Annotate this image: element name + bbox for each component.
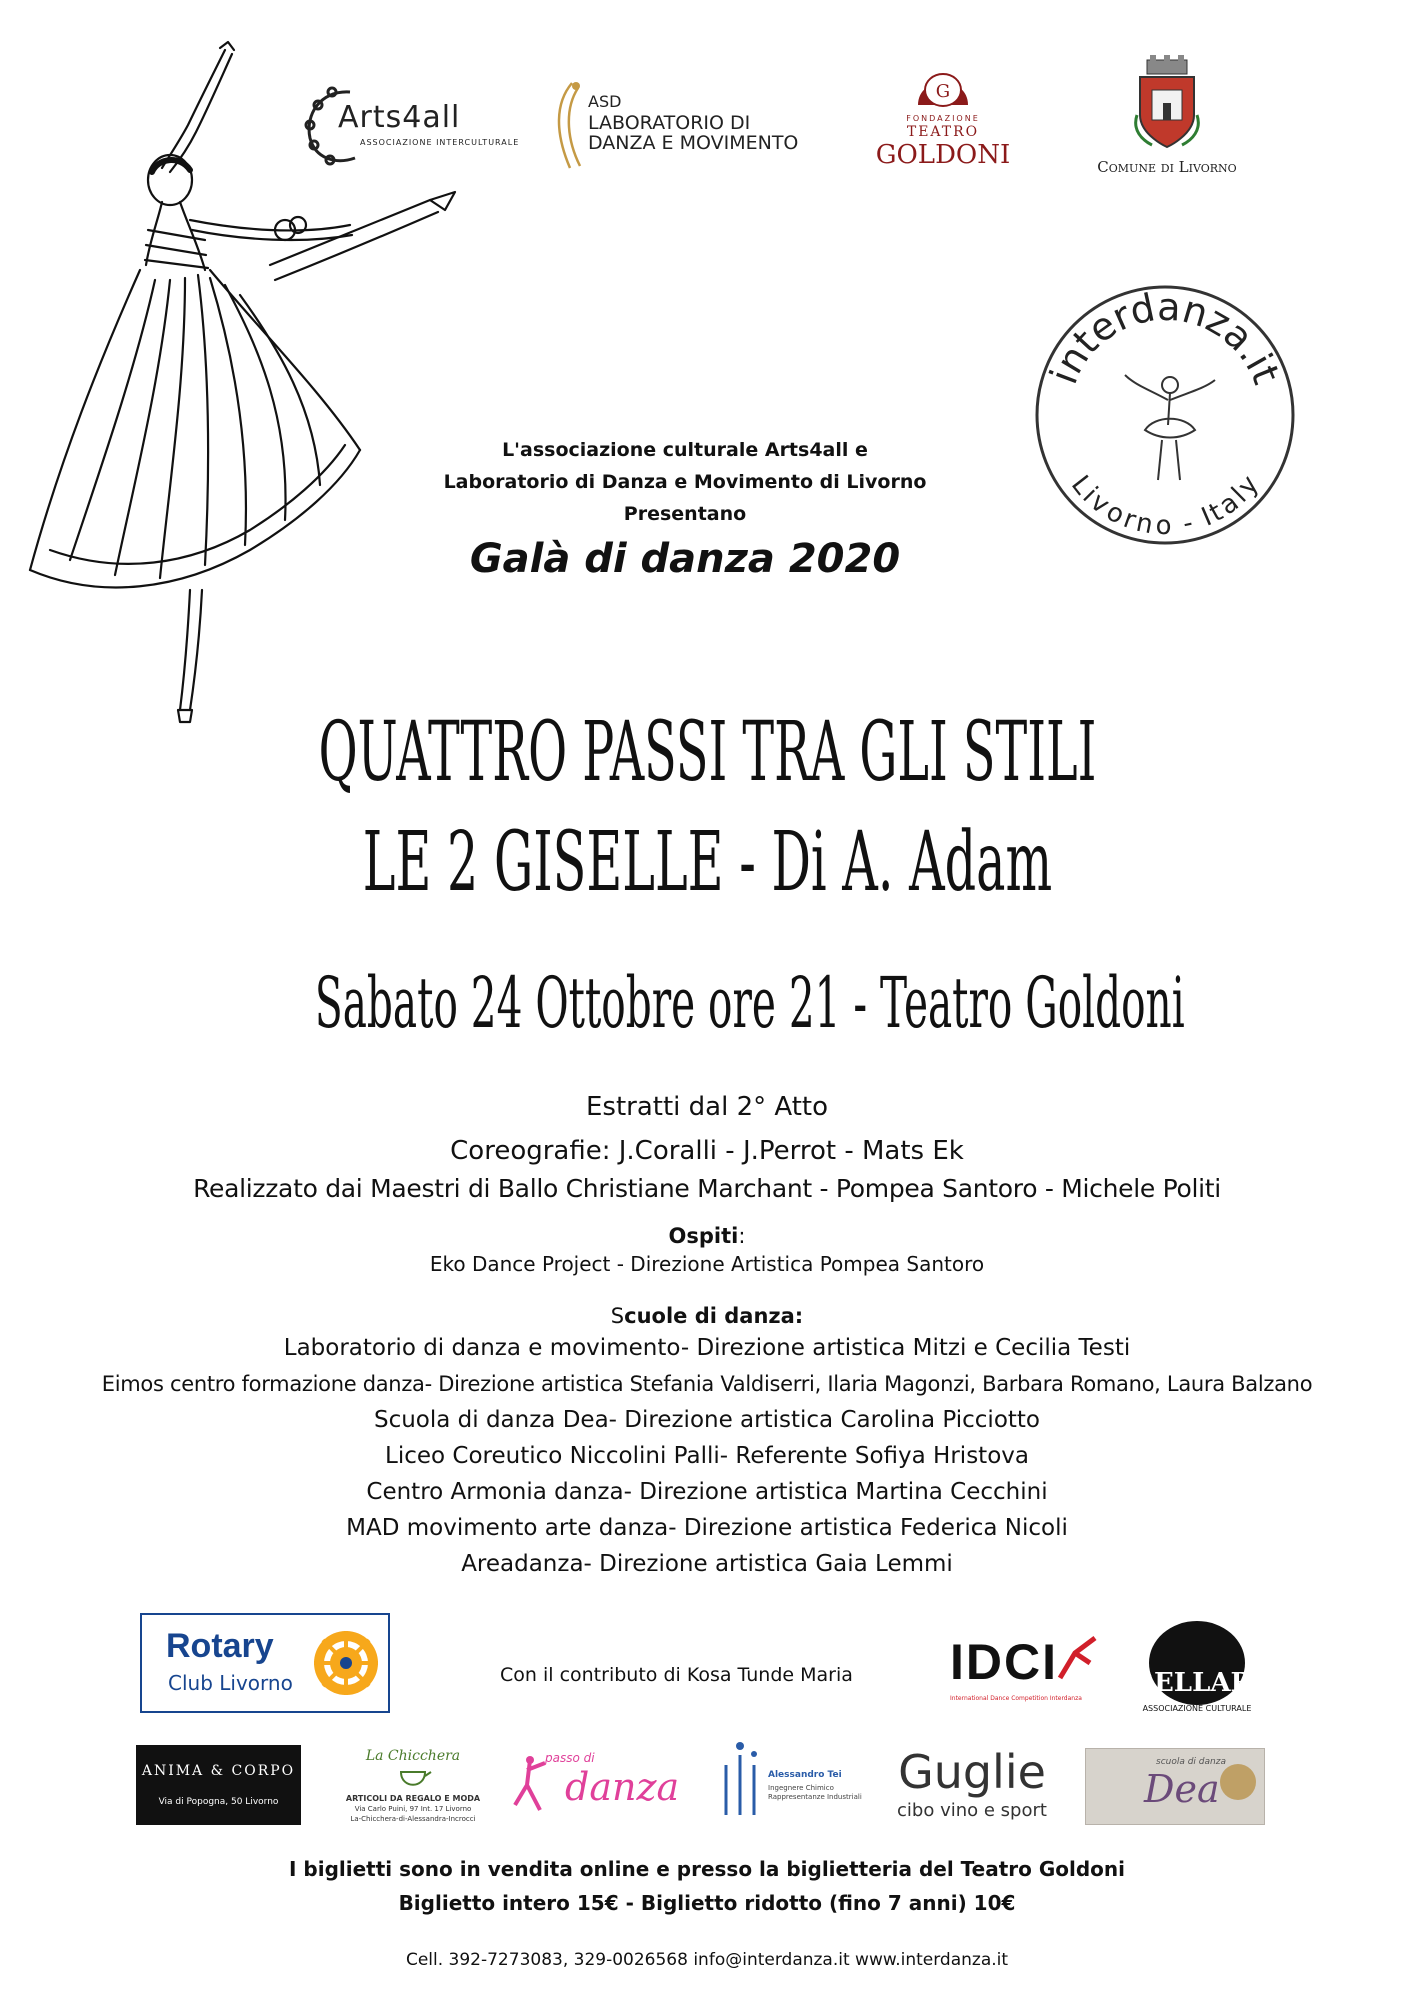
livorno-coat-of-arms-icon: [1132, 55, 1202, 150]
comune-label: Comune di Livorno: [1097, 158, 1237, 176]
gala-title: Galà di danza 2020: [469, 536, 901, 582]
dancer-swirl-icon: [550, 78, 590, 173]
laboratorio-line3: DANZA E MOVIMENTO: [588, 132, 799, 154]
idci-sub: International Dance Competition Interdanza: [950, 1695, 1082, 1702]
ospiti-colon: :: [738, 1224, 746, 1248]
scuola-item: Laboratorio di danza e movimento- Direzione artistica Mitzi e Cecilia Testi: [283, 1335, 1131, 1361]
bellart-name: BELLART: [1132, 1668, 1272, 1698]
comune-logo: [1072, 55, 1262, 180]
rotary-logo: [140, 1613, 390, 1713]
goldoni-logo: [868, 60, 1018, 175]
bellart-logo: [1132, 1618, 1272, 1718]
coreografie-line: Coreografie: J.Coralli - J.Perrot - Mats Ek: [450, 1136, 964, 1166]
guglie-logo: [892, 1745, 1052, 1825]
dea-ornament-icon: [1216, 1757, 1261, 1807]
scuola-item: Centro Armonia danza- Direzione artistica Martina Cecchini: [366, 1479, 1048, 1505]
scuole-heading-rest: cuole di danza:: [624, 1304, 804, 1328]
estratti-line: Estratti dal 2° Atto: [585, 1092, 829, 1122]
chicchera-logo: [338, 1748, 488, 1828]
ospiti-line: Eko Dance Project - Direzione Artistica Pompea Santoro: [429, 1252, 985, 1276]
scuola-item: MAD movimento arte danza- Direzione artistica Federica Nicoli: [346, 1515, 1068, 1541]
svg-text:interdanza.it: interdanza.it: [1041, 284, 1289, 390]
rotary-wheel-icon: [310, 1627, 382, 1699]
teapot-icon: [393, 1764, 433, 1792]
chicchera-line2: Via Carlo Puini, 97 Int. 17 Livorno: [354, 1805, 472, 1813]
dea-name: Dea: [1144, 1767, 1220, 1811]
goldoni-crest-icon: [913, 60, 973, 110]
chicchera-line1: ARTICOLI DA REGALO E MODA: [345, 1794, 481, 1803]
scuola-item: Scuola di danza Dea- Direzione artistica Carolina Picciotto: [373, 1407, 1041, 1433]
guglie-sub: cibo vino e sport: [897, 1800, 1047, 1821]
idci-dancer-icon: [1050, 1633, 1100, 1683]
pink-dancer-icon: [505, 1755, 555, 1820]
main-title-line1-text: QUATTRO PASSI TRA GLI STILI: [318, 705, 1096, 800]
scuola-item: Eimos centro formazione danza- Direzione artistica Stefania Valdiserri, Ilaria Magonzi, Barbara Romano, Laura Balzano: [101, 1372, 1313, 1396]
animacorpo-sub: Via di Popogna, 50 Livorno: [158, 1797, 279, 1807]
goldoni-line1: TEATRO: [906, 124, 980, 140]
goldoni-small: FONDAZIONE: [906, 114, 980, 123]
idci-logo: [950, 1633, 1105, 1708]
realizzato-line: Realizzato dai Maestri di Ballo Christiane Marchant - Pompea Santoro - Michele Politi: [193, 1174, 1221, 1203]
arts4all-name: Arts4all: [338, 100, 461, 135]
event-date-text: Sabato 24 Ottobre ore 21 - Teatro Goldoni: [314, 962, 1185, 1044]
passo-di-danza-logo: [505, 1745, 680, 1825]
laboratorio-logo: [550, 78, 840, 173]
laboratorio-line1: ASD: [588, 92, 622, 111]
intro-line2: Laboratorio di Danza e Movimento di Livorno: [443, 471, 927, 493]
main-title-line2-text: LE 2 GISELLE - Di A. Adam: [362, 815, 1052, 910]
intro-line3: Presentano: [623, 503, 747, 525]
rotary-club: Club Livorno: [168, 1671, 293, 1695]
animacorpo-logo: [136, 1745, 301, 1825]
interdanza-text-bottom: [1030, 280, 1300, 550]
animacorpo-name: ANIMA & CORPO: [141, 1763, 296, 1779]
tei-logo: [718, 1740, 868, 1825]
scuola-item: Liceo Coreutico Niccolini Palli- Referente Sofiya Hristova: [385, 1443, 1029, 1469]
svg-text:Livorno - Italy: Livorno - Italy: [1064, 470, 1265, 542]
arts4all-logo: [300, 80, 530, 170]
guglie-name: Guglie: [898, 1745, 1046, 1799]
scuole-heading: [0, 1304, 1414, 1328]
scuole-heading-first: S: [610, 1304, 625, 1328]
passo-line1: passo di: [545, 1751, 595, 1765]
arts4all-sub: ASSOCIAZIONE INTERCULTURALE: [360, 138, 520, 147]
prices-line: Biglietto intero 15€ - Biglietto ridotto (fino 7 anni) 10€: [398, 1891, 1016, 1915]
tei-sub2: Rappresentanze Industriali: [768, 1793, 862, 1801]
ospiti-heading: [0, 1224, 1414, 1248]
ospiti-heading-text: Ospiti: [668, 1224, 739, 1248]
tickets-line: I biglietti sono in vendita online e presso la biglietteria del Teatro Goldoni: [289, 1857, 1125, 1881]
event-date: [0, 962, 1414, 1044]
chicchera-line3: La-Chicchera-di-Alessandra-Incrocci: [350, 1815, 476, 1823]
contributo-text: Con il contributo di Kosa Tunde Maria: [500, 1664, 853, 1686]
contacts-line: Cell. 392-7273083, 329-0026568 info@interdanza.it www.interdanza.it: [405, 1950, 1009, 1970]
passo-line2: danza: [565, 1765, 680, 1809]
dea-sub: scuola di danza: [1156, 1757, 1226, 1767]
rotary-name: Rotary: [166, 1627, 274, 1665]
svg-text:G: G: [935, 81, 951, 102]
scuola-item: Areadanza- Direzione artistica Gaia Lemmi: [461, 1551, 953, 1577]
main-title-line1: [0, 705, 1414, 800]
tei-sub1: Ingegnere Chimico: [768, 1784, 834, 1792]
main-title-line2: [0, 815, 1414, 910]
idci-name: IDCI: [950, 1634, 1058, 1690]
laboratorio-line2: LABORATORIO DI: [588, 112, 751, 134]
chicchera-name: La Chicchera: [365, 1748, 461, 1764]
dea-logo: [1085, 1748, 1265, 1825]
interdanza-logo: [1030, 280, 1300, 550]
bellart-sub: ASSOCIAZIONE CULTURALE: [1142, 1704, 1252, 1713]
intro-line1: L'associazione culturale Arts4all e: [502, 439, 868, 461]
tei-mark-icon: [718, 1740, 763, 1825]
goldoni-line2: GOLDONI: [875, 140, 1011, 170]
tei-name: Alessandro Tei: [768, 1770, 842, 1780]
scuole-list: [0, 1330, 1414, 1582]
